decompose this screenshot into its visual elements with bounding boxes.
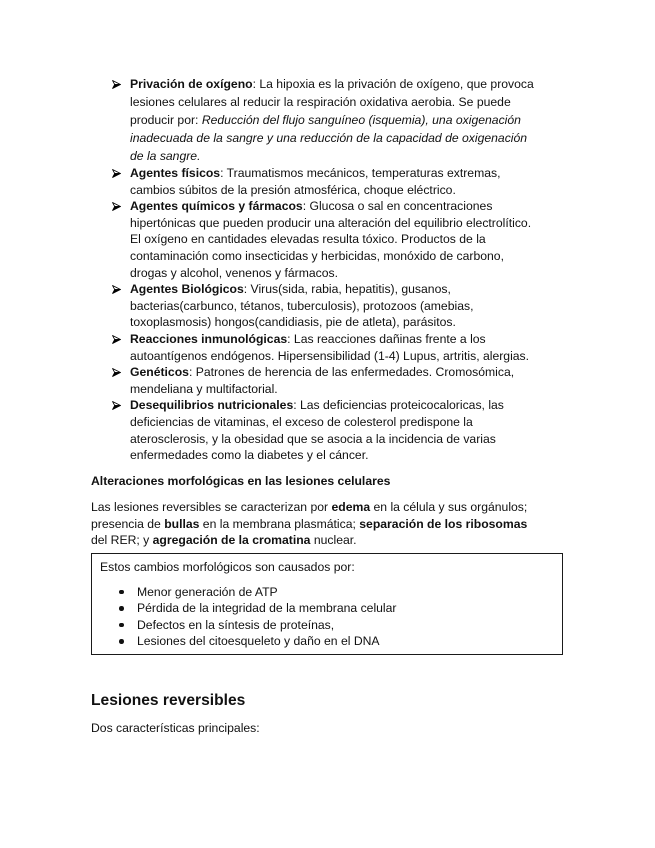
list-item-line bbox=[130, 397, 534, 414]
list-item-text: contaminación como insecticidas y herbicidas, monóxido de carbono, bbox=[130, 248, 504, 263]
list-item-line bbox=[130, 75, 534, 93]
list-item-line bbox=[130, 165, 534, 182]
list-item-label: Agentes físicos bbox=[130, 166, 221, 180]
morphological-causes-box bbox=[91, 553, 563, 655]
box-list-item-text: Menor generación de ATP bbox=[137, 584, 278, 599]
paragraph-line bbox=[91, 499, 527, 516]
list-item-oxygen-deprivation bbox=[130, 75, 534, 165]
paragraph-text: en la célula y sus orgánulos; bbox=[370, 500, 528, 514]
paragraph-bold-term: agregación de la cromatina bbox=[152, 533, 311, 548]
box-list-item-text: Defectos en la síntesis de proteínas, bbox=[137, 617, 335, 632]
list-item-nutritional-imbalance bbox=[130, 397, 534, 463]
list-item-line bbox=[130, 147, 534, 165]
list-item-line bbox=[130, 314, 534, 331]
list-item-line bbox=[130, 281, 534, 298]
box-list-item bbox=[100, 600, 554, 617]
box-bullet-list bbox=[100, 584, 554, 650]
list-item-line bbox=[130, 431, 534, 448]
paragraph-bold-term: separación de los ribosomas bbox=[359, 516, 528, 531]
list-item-text: : Las reacciones dañinas frente a los bbox=[287, 331, 486, 346]
list-item-line bbox=[130, 215, 534, 232]
box-list-item bbox=[100, 584, 554, 601]
list-item-label: Desequilibrios nutricionales bbox=[130, 398, 294, 413]
reversible-intro-text: Dos características principales: bbox=[91, 721, 260, 735]
list-item-line bbox=[130, 447, 534, 464]
list-item-text: : Virus(sida, rabia, hepatitis), gusanos, bbox=[243, 282, 451, 297]
list-item-italic-text: Reducción del flujo sanguíneo (isquemia), una oxigenación bbox=[201, 113, 521, 127]
list-item-line bbox=[130, 231, 534, 248]
arrow-bullet-icon bbox=[112, 202, 121, 211]
list-item-text: producir por: bbox=[130, 113, 202, 127]
arrow-bullet-icon bbox=[112, 401, 121, 410]
morphology-paragraph bbox=[91, 499, 527, 549]
list-item-text: : Traumatismos mecánicos, temperaturas extremas, bbox=[220, 166, 501, 180]
box-list-item-text: Lesiones del citoesqueleto y daño en el DNA bbox=[137, 634, 380, 649]
list-item-text: lesiones celulares al reducir la respiración oxidativa aerobia. Se puede bbox=[130, 95, 511, 109]
arrow-bullet-icon bbox=[112, 335, 121, 344]
list-item-text: aterosclerosis, y la obesidad que se asocia a la incidencia de varias bbox=[130, 431, 496, 446]
arrow-bullet-icon bbox=[112, 169, 121, 178]
list-item-text: enfermedades como la diabetes y el cáncer. bbox=[130, 448, 369, 463]
injury-causes-list bbox=[130, 75, 534, 464]
list-item-immune-reactions bbox=[130, 331, 534, 364]
list-item-physical-agents bbox=[130, 165, 534, 198]
list-item-text: cambios súbitos de la presión atmosférica, choque eléctrico. bbox=[130, 182, 456, 197]
paragraph-text: presencia de bbox=[91, 516, 165, 531]
arrow-bullet-icon bbox=[112, 80, 121, 89]
list-item-text: : Las deficiencias proteicocaloricas, las bbox=[293, 398, 504, 413]
list-item-line bbox=[130, 198, 534, 215]
box-list-item-text: Pérdida de la integridad de la membrana celular bbox=[137, 601, 397, 616]
list-item-line bbox=[130, 182, 534, 199]
list-item-text: hipertónicas que pueden producir una alteración del equilibrio electrolítico. bbox=[130, 215, 532, 230]
list-item-text: deficiencias de vitaminas, el exceso de colesterol predispone la bbox=[130, 414, 473, 429]
list-item-text: autoantígenos endógenos. Hipersensibilidad (1-4) Lupus, artritis, alergias. bbox=[130, 348, 530, 363]
arrow-bullet-icon bbox=[112, 285, 121, 294]
list-item-text: bacterias(carbunco, tétanos, tuberculosis), protozoos (amebias, bbox=[130, 298, 474, 313]
box-list-item bbox=[100, 617, 554, 634]
paragraph-line bbox=[91, 532, 527, 549]
list-item-chemical-agents bbox=[130, 198, 534, 281]
list-item-line bbox=[130, 248, 534, 265]
paragraph-line bbox=[91, 516, 527, 533]
arrow-bullet-icon bbox=[112, 368, 121, 377]
list-item-line bbox=[130, 414, 534, 431]
list-item-line bbox=[130, 93, 534, 111]
list-item-line bbox=[130, 129, 534, 147]
paragraph-text: del RER; y bbox=[91, 533, 153, 548]
paragraph-bold-term: edema bbox=[331, 500, 371, 514]
section-heading-reversible-lesions: Lesiones reversibles bbox=[91, 692, 246, 709]
list-item-text: mendeliana y multifactorial. bbox=[130, 381, 278, 396]
list-item-line bbox=[130, 265, 534, 282]
list-item-italic-text: de la sangre. bbox=[130, 149, 201, 163]
bullet-icon bbox=[119, 639, 124, 644]
paragraph-bold-term: bullas bbox=[164, 516, 200, 531]
list-item-line bbox=[130, 364, 534, 381]
list-item-line bbox=[130, 298, 534, 315]
list-item-label: Privación de oxígeno bbox=[130, 77, 253, 91]
list-item-line bbox=[130, 331, 534, 348]
list-item-label: Reacciones inmunológicas bbox=[130, 331, 288, 346]
box-list-item bbox=[100, 633, 554, 650]
list-item-genetic bbox=[130, 364, 534, 397]
list-item-text: drogas y alcohol, venenos y fármacos. bbox=[130, 265, 338, 280]
list-item-label: Agentes Biológicos bbox=[130, 282, 244, 297]
box-intro: Estos cambios morfológicos son causados por: bbox=[100, 560, 355, 574]
list-item-label: Agentes químicos y fármacos bbox=[130, 199, 303, 214]
list-item-biological-agents bbox=[130, 281, 534, 331]
list-item-line bbox=[130, 111, 534, 129]
list-item-italic-text: inadecuada de la sangre y una reducción de la capacidad de oxigenación bbox=[130, 131, 528, 145]
list-item-label: Genéticos bbox=[130, 365, 189, 380]
bullet-icon bbox=[119, 623, 124, 628]
paragraph-text: Las lesiones reversibles se caracterizan por bbox=[91, 500, 332, 514]
paragraph-text: en la membrana plasmática; bbox=[199, 516, 360, 531]
list-item-text: El oxígeno en cantidades elevadas resulta tóxico. Productos de la bbox=[130, 232, 486, 247]
section-heading-morphology: Alteraciones morfológicas en las lesiones celulares bbox=[91, 474, 391, 488]
list-item-text: toxoplasmosis) hongos(candidiasis, pie de atleta), parásitos. bbox=[130, 315, 456, 330]
list-item-line bbox=[130, 381, 534, 398]
bullet-icon bbox=[119, 606, 124, 611]
paragraph-text: nuclear. bbox=[310, 533, 357, 548]
bullet-icon bbox=[119, 590, 124, 595]
list-item-line bbox=[130, 348, 534, 365]
list-item-text: : La hipoxia es la privación de oxígeno, que provoca bbox=[252, 77, 534, 91]
list-item-text: : Glucosa o sal en concentraciones bbox=[302, 199, 493, 214]
list-item-text: : Patrones de herencia de las enfermedades. Cromosómica, bbox=[188, 365, 515, 380]
